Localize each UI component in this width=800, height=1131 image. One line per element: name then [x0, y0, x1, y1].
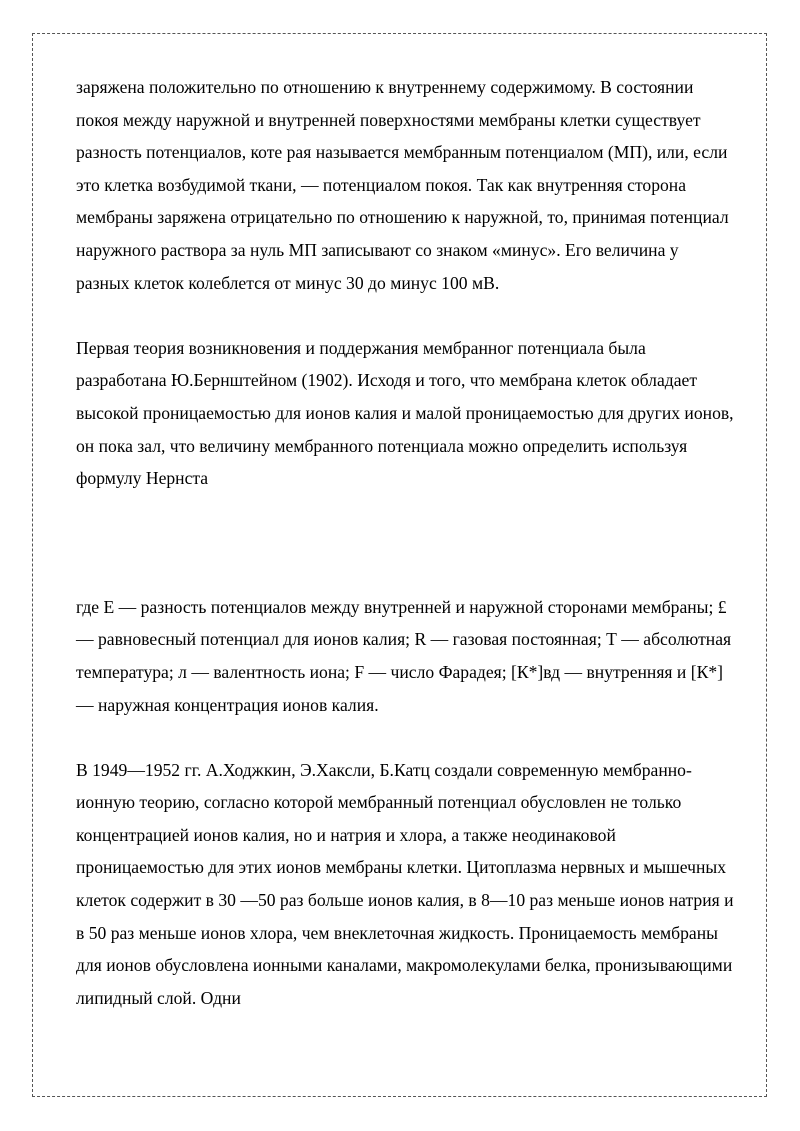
paragraph-membrane-potential: заряжена положительно по отношению к внутреннему содержимому. В состоянии покоя между наружной и внутренней поверхностями мембраны клетки существует разность потенциалов, коте рая называется мембранным потенциалом (МП), или, если это клетка возбудимой ткани, — потенциалом покоя. Так как внутренняя сторона мембраны заряжена отрицательно по отношению к наружной, то, принимая потенциал наружного раствора за нуль МП записывают со знаком «минус». Его величина у разных клеток колеблется от минус 30 до минус 100 мВ.: [76, 77, 729, 293]
paragraph-spacer: [76, 299, 736, 332]
paragraph-membrane-ion-theory: В 1949—1952 гг. А.Ходжкин, Э.Хаксли, Б.Катц создали современную мембранно-ионную теорию, согласно которой мембранный потенциал обусловлен не только концентрацией ионов калия, но и натрия и хлора, а также неодинаковой проницаемостью для этих ионов мембраны клетки. Цитоплазма нервных и мышечных клеток содержит в 30 —50 раз больше ионов калия, в 8—10 раз меньше ионов натрия и в 50 раз меньше ионов хлора, чем внеклеточная жидкость. Проницаемость мембраны для ионов обусловлена ионными каналами, макромолекулами белка, пронизывающими липидный слой. Одни: [76, 759, 734, 1008]
paragraph-spacer: [76, 721, 736, 754]
paragraph-formula-legend: где Е — разность потенциалов между внутренней и наружной сторонами мембраны; £ — равновесный потенциал для ионов калия; R — газовая постоянная; Т — абсолютная температура; л — валентность иона; F — число Фарадея; [К*]вд — внутренняя и [К*] — наружная концентрация ионов калия.: [76, 596, 732, 715]
document-body: [76, 71, 736, 1014]
paragraph-bernstein-theory: Первая теория возникновения и поддержания мембранног потенциала была разработана Ю.Бернштейном (1902). Исходя и того, что мембрана клеток обладает высокой проницаемостью для ионов калия и малой проницаемостью для других ионов, он пока зал, что величину мембранного потенциала можно определить используя формулу Нернста: [76, 337, 734, 489]
formula-placeholder: [76, 495, 736, 591]
